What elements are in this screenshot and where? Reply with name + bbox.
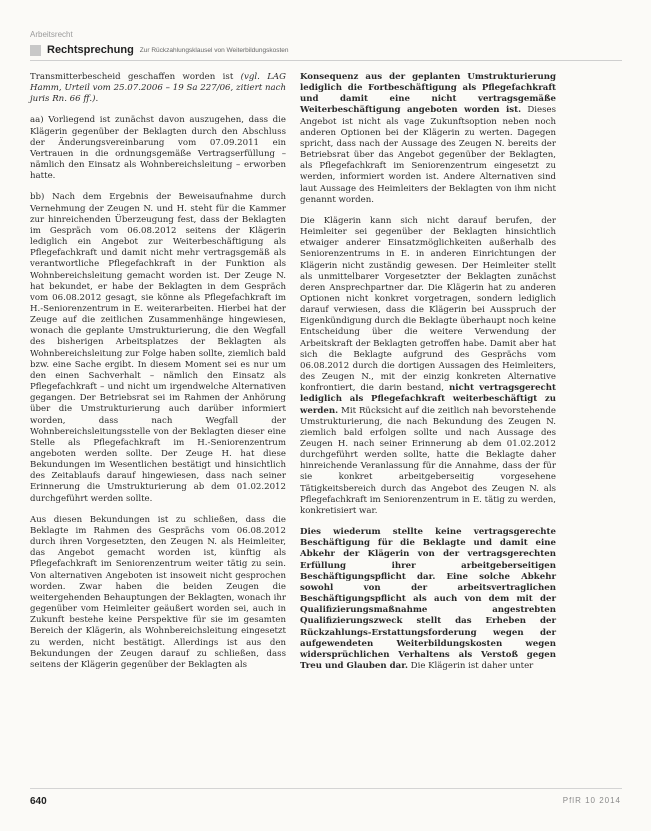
right-paragraph-1-rest: Dieses Angebot ist nicht als vage Zukunftsoption neben noch anderen Optionen bei der Klägerin zu werten. Dagegen spricht, dass nach der Aussage des Zeugen N. bereits der Betriebsrat über das Angebot gegenüber der Beklagten, als Pflegefachkraft im Seniorenzentrum eingesetzt zu werden, informiert worden ist. Andere Alternativen sind laut Aussage des Heimleiters der Beklagten von ihm nicht genannt worden.: [300, 105, 556, 205]
right-paragraph-2: [300, 216, 556, 517]
left-paragraph-1-text: Transmitterbescheid geschaffen worden ist: [30, 72, 241, 82]
left-column: [30, 72, 286, 681]
left-paragraph-3: bb) Nach dem Ergebnis der Beweisaufnahme durch Vernehmung der Zeugen N. und H. steht für die Kammer zur hinreichenden Überzeugung fest, dass der Beklagten im Gespräch vom 06.08.2012 seitens der Klägerin lediglich ein Angebot zur Weiterbeschäftigung als Pflegefachkraft und damit nicht mehr vertragsgemäß als verantwortliche Pflegefachkraft in der Funktion als Wohnbereichsleitung gemacht worden ist. Der Zeuge N. hat bekundet, er habe der Beklagten in dem Gespräch vom 06.08.2012 gesagt, sie könne als Pflegefachkraft im H.-Seniorenzentrum in E. weiterarbeiten. Hierbei hat der Zeuge auf die zeitlichen Zusammenhänge hingewiesen, wonach die geplante Umstrukturierung, die den Wegfall des bisherigen Arbeitsplatzes der Beklagten als Wohnbereichsleitung zur Folge haben sollte, ziemlich bald bzw. eine Sache ergibt. In diesem Moment sei es nur um den einen Sachverhalt – nämlich den Einsatz als Pflegefachkraft – und nicht um irgendwelche Alternativen gegangen. Der Betriebsrat sei im Rahmen der Anhörung über die Umstrukturierung auch darüber informiert worden, dass nach Wegfall der Wohnbereichsleitungsstelle von der Beklagten dieser eine Stelle als Pflegefachkraft im H.-Seniorenzentrum angeboten werden sollte. Der Zeuge H. hat diese Bekundungen im Wesentlichen bestätigt und hinsichtlich des Zeitablaufs darauf hingewiesen, dass nach seiner Erinnerung die Umstrukturierung ab dem 01.02.2012 durchgeführt werden sollte.: [30, 192, 286, 504]
footer-divider: [30, 788, 622, 789]
page-number: 640: [30, 796, 47, 807]
left-paragraph-2: aa) Vorliegend ist zunächst davon auszugehen, dass die Klägerin gegenüber der Beklagten durch den Abschluss der Änderungsvereinbarung vom 07.09.2011 ein Vertrauen in die ordnungsgemäße Vertragserfüllung – nämlich den Einsatz als Wohnbereichsleitung – erworben hatte.: [30, 115, 286, 182]
case-citation: (vgl. LAG Hamm, Urteil vom 25.07.2006 – 19 Sa 227/06, zitiert nach juris Rn. 66 ff.).: [30, 72, 286, 105]
left-paragraph-1: [30, 72, 286, 105]
right-paragraph-2-emphasis: nicht vertragsgerecht lediglich als Pflegefachkraft weiterbeschäftigt zu werden.: [300, 383, 556, 416]
right-paragraph-3-rest: Die Klägerin ist daher unter: [407, 660, 534, 671]
right-paragraph-1: [300, 72, 556, 206]
header-title: Rechtsprechung: [47, 44, 134, 56]
header-subtitle: Zur Rückzahlungsklausel von Weiterbildungskosten: [139, 46, 289, 54]
journal-issue: PflR 10 2014: [562, 796, 621, 805]
right-paragraph-2-rest: Mit Rücksicht auf die zeitlich nah bevorstehende Umstrukturierung, die nach Bekundung des Zeugen N. ziemlich bald erfolgen sollte und nach Aussage des Zeugen H. nach seiner Erinnerung ab dem 01.02.2012 durchgeführt werden sollte, hatte die Beklagte daher hinreichende Veranlassung für die Annahme, dass der für sie konkret arbeitgeberseitig vorgesehene Tätigkeitsbereich durch das Angebot des Zeugen N. als Pflegefachkraft im Seniorenzentrum in E. tätig zu werden, konkretisiert war.: [300, 405, 556, 516]
right-paragraph-2-text: Die Klägerin kann sich nicht darauf berufen, der Heimleiter sei gegenüber der Beklagten hinsichtlich etwaiger anderer Einsatzmöglichkeiten außerhalb des Seniorenzentrums in E. in anderen Einrichtungen der Klägerin nicht zuständig gewesen. Der Heimleiter stellt als unmittelbarer Vorgesetzter der Beklagten zunächst deren Ansprechpartner dar. Die Klägerin hat zu anderen Optionen nicht konkret vorgetragen, sondern lediglich darauf verwiesen, dass die Klägerin bei Ausspruch der Eigenkündigung durch die Beklagte überhaupt noch keine Entscheidung über die weitere Verwendung der Arbeitskraft der Beklagten getroffen habe. Damit aber hat sich die Beklagte aufgrund des Gesprächs vom 06.08.2012 durch die dortigen Aussagen des Heimleiters, des Zeugen N., mit der einzig konkreten Alternative konfrontiert, die darin bestand,: [300, 215, 556, 394]
right-paragraph-3: [300, 527, 556, 672]
section-label: Arbeitsrecht: [30, 30, 73, 39]
header-marker-square: [30, 45, 41, 56]
header-divider: [30, 60, 622, 61]
running-header: [30, 43, 622, 57]
right-column: [300, 72, 556, 682]
right-paragraph-1-emphasis: Konsequenz aus der geplanten Umstrukturierung lediglich die Fortbeschäftigung als Pflegefachkraft und damit eine nicht vertragsgemäße Weiterbeschäftigung angeboten worden ist.: [300, 72, 556, 116]
right-paragraph-3-emphasis: Dies wiederum stellte keine vertragsgerechte Beschäftigung für die Beklagte und damit eine Abkehr der Klägerin von der vertragsgerechten Erfüllung ihrer arbeitgeberseitigen Beschäftigungspflicht dar. Eine solche Abkehr sowohl von der arbeitsvertraglichen Beschäftigungspflicht als auch von dem mit der Qualifizierungsmaßnahme angestrebten Qualifizierungszweck stellt das Erheben der Rückzahlungs-Erstattungsforderung wegen der aufgewendeten Weiterbildungskosten wegen widersprüchlichen Verhaltens als Verstoß gegen Treu und Glauben dar.: [300, 527, 556, 671]
left-paragraph-4: Aus diesen Bekundungen ist zu schließen, dass die Beklagte im Rahmen des Gesprächs vom 06.08.2012 durch ihren Vorgesetzten, den Zeugen N. als Heimleiter, das Angebot gemacht worden ist, künftig als Pflegefachkraft im Seniorenzentrum weiter tätig zu sein. Von alternativen Angeboten ist insoweit nicht gesprochen worden. Zwar haben die beiden Zeugen die weitergehenden Behauptungen der Beklagten, wonach ihr gegenüber vom Heimleiter geäußert worden sei, auch in Zukunft bestehe keine Perspektive für sie im gesamten Bereich der Klägerin, als Wohnbereichsleitung eingesetzt zu werden, nicht bestätigt. Allerdings ist aus den Bekundungen der Zeugen darauf zu schließen, dass seitens der Klägerin gegenüber der Beklagten als: [30, 514, 286, 670]
